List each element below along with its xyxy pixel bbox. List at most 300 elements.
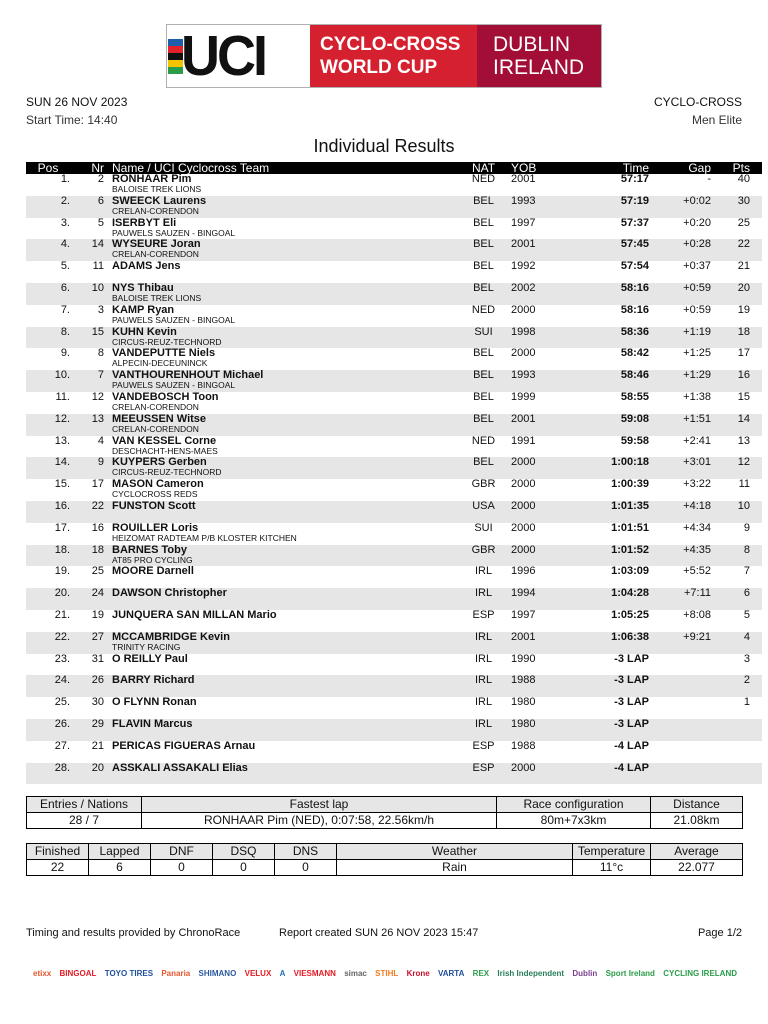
points-cell: 30 (711, 196, 762, 218)
rider-cell (104, 545, 456, 567)
year-of-birth-cell: 1980 (511, 719, 561, 741)
year-of-birth-cell: 1993 (511, 370, 561, 392)
time-cell: 1:04:28 (561, 588, 649, 610)
position-cell: 5. (60, 260, 70, 273)
result-row (26, 675, 762, 697)
points-cell: 2 (711, 675, 762, 697)
points-cell: 12 (711, 457, 762, 479)
nationality-cell: IRL (474, 652, 493, 665)
points-cell: 21 (737, 260, 750, 273)
rider-cell (104, 305, 456, 327)
rider-cell (104, 174, 456, 196)
bib-number-cell: 14 (70, 239, 104, 261)
points-cell: 10 (711, 501, 762, 523)
event-name-line1: CYCLO-CROSS (320, 34, 461, 55)
bib-number-cell: 26 (70, 675, 104, 697)
bib-number-cell: 20 (70, 763, 104, 785)
finished-label: Finished (27, 844, 89, 860)
gap-cell: +1:51 (649, 414, 711, 436)
rider-name: JUNQUERA SAN MILLAN Mario (112, 608, 277, 621)
time-cell: 1:00:39 (611, 478, 649, 491)
rider-team: PAUWELS SAUZEN - BINGOAL (112, 314, 236, 325)
dsq-value: 0 (213, 860, 275, 876)
rider-cell (104, 196, 456, 218)
gap-cell: +3:22 (683, 478, 711, 491)
rider-name: MOORE Darnell (112, 565, 194, 578)
result-row (26, 370, 762, 392)
time-cell: 1:01:51 (611, 521, 649, 534)
start-time: Start Time: 14:40 (26, 113, 118, 127)
time-cell: -3 LAP (614, 652, 649, 665)
year-of-birth-cell: 2001 (511, 414, 561, 436)
col-yob: YOB (511, 162, 561, 174)
category: Men Elite (691, 113, 742, 127)
points-cell: 13 (737, 434, 750, 447)
rider-name: O REILLY Paul (112, 652, 188, 665)
lapped-value: 6 (89, 860, 151, 876)
bib-number-cell: 13 (70, 414, 104, 436)
nationality-cell: BEL (456, 457, 511, 479)
sponsor-logo: VIESMANN (293, 969, 336, 978)
results-body (26, 174, 762, 784)
gap-cell: +4:34 (683, 521, 711, 534)
rider-name: ASSKALI ASSAKALI Elias (112, 761, 248, 774)
sponsor-logo: Irish Independent (497, 969, 565, 978)
gap-cell: +1:38 (683, 390, 711, 403)
sponsor-logo: A (279, 969, 286, 978)
year-of-birth-cell: 1998 (511, 327, 561, 349)
dnf-label: DNF (151, 844, 213, 860)
race-date: SUN 26 NOV 2023 (26, 95, 128, 109)
nationality-cell: BEL (456, 196, 511, 218)
rider-name: MEEUSSEN Witse (112, 412, 207, 425)
points-cell (711, 719, 762, 741)
dns-label: DNS (275, 844, 337, 860)
rider-cell (104, 763, 456, 785)
rider-name: WYSEURE Joran (112, 238, 201, 251)
rider-team: CRELAN-CORENDON (112, 205, 199, 216)
rider-name: O FLYNN Ronan (112, 696, 197, 709)
year-of-birth-cell: 2000 (511, 545, 561, 567)
result-row (26, 218, 762, 240)
bib-number-cell: 5 (97, 216, 104, 229)
bib-number-cell: 16 (91, 521, 104, 534)
rider-cell (104, 457, 456, 479)
distance-label: Distance (651, 797, 743, 813)
rider-team: BALOISE TREK LIONS (112, 292, 202, 303)
position-cell: 13. (54, 434, 70, 447)
points-cell (711, 763, 762, 785)
event-city (477, 25, 601, 87)
rider-name: VANTHOURENHOUT Michael (112, 369, 264, 382)
result-row (26, 261, 762, 283)
time-cell: 58:36 (561, 327, 649, 349)
sponsor-logo: Dublin (572, 969, 598, 978)
results-table (26, 162, 762, 784)
summary-table-1 (26, 796, 743, 829)
rider-name: SWEECK Laurens (112, 194, 207, 207)
year-of-birth-cell: 2000 (511, 521, 536, 534)
rider-name: VANDEPUTTE Niels (112, 347, 216, 360)
temperature-value: 11°c (573, 860, 651, 876)
rider-team: PAUWELS SAUZEN - BINGOAL (112, 227, 236, 238)
year-of-birth-cell: 1988 (511, 675, 561, 697)
rider-cell (104, 327, 456, 349)
sponsor-logo: simac (344, 969, 367, 978)
rider-cell (104, 632, 456, 654)
position-cell: 15. (54, 478, 70, 491)
gap-cell: +1:19 (649, 327, 711, 349)
time-cell: -3 LAP (614, 696, 649, 709)
rider-team: CIRCUS-REUZ-TECHNORD (112, 336, 222, 347)
position-cell: 23. (54, 652, 70, 665)
rider-cell (104, 479, 456, 501)
bib-number-cell: 27 (70, 632, 104, 654)
time-cell: 57:17 (620, 173, 649, 185)
points-cell: 8 (711, 545, 762, 567)
position-cell: 6. (26, 283, 70, 305)
gap-cell: +0:20 (683, 216, 711, 229)
result-row (26, 174, 762, 196)
nationality-cell: NED (471, 434, 496, 447)
bib-number-cell: 7 (70, 370, 104, 392)
bib-number-cell: 3 (97, 303, 104, 316)
nationality-cell: BEL (473, 260, 494, 273)
time-cell: -3 LAP (561, 719, 649, 741)
result-row (26, 632, 762, 654)
nationality-cell: NED (471, 173, 496, 185)
time-cell: 58:16 (561, 283, 649, 305)
sponsor-logo: SHIMANO (198, 969, 237, 978)
dns-value: 0 (275, 860, 337, 876)
position-cell: 14. (26, 457, 70, 479)
bib-number-cell: 31 (91, 652, 104, 665)
time-cell: 1:03:09 (611, 565, 649, 578)
gap-cell (649, 763, 711, 785)
bib-number-cell: 4 (97, 434, 104, 447)
rider-name: ROUILLER Loris (112, 521, 199, 534)
gap-cell: +1:29 (649, 370, 711, 392)
position-cell: 17. (54, 521, 70, 534)
race-configuration-value: 80m+7x3km (497, 813, 651, 829)
result-row (26, 741, 762, 763)
nationality-cell: IRL (456, 675, 511, 697)
nationality-cell: SUI (474, 521, 493, 534)
points-cell: 25 (737, 216, 750, 229)
time-cell: 57:19 (561, 196, 649, 218)
rider-name: VANDEBOSCH Toon (112, 390, 219, 403)
bib-number-cell: 17 (91, 478, 104, 491)
points-cell: 15 (737, 390, 750, 403)
weather-label: Weather (337, 844, 573, 860)
time-cell: 57:45 (561, 239, 649, 261)
gap-cell: +0:59 (649, 283, 711, 305)
bib-number-cell: 15 (70, 327, 104, 349)
summary-table-2 (26, 843, 743, 876)
sponsor-logo: CYCLING IRELAND (663, 969, 737, 978)
fastest-lap-label: Fastest lap (142, 797, 497, 813)
nationality-cell: ESP (472, 608, 495, 621)
gap-cell (649, 741, 711, 763)
year-of-birth-cell: 1997 (511, 216, 536, 229)
nationality-cell: GBR (456, 545, 511, 567)
rider-cell (104, 588, 456, 610)
rider-cell (104, 654, 456, 676)
year-of-birth-cell: 2001 (511, 239, 561, 261)
nationality-cell: GBR (471, 478, 496, 491)
rider-cell (104, 675, 456, 697)
rider-cell (104, 523, 456, 545)
report-created: Report created SUN 26 NOV 2023 15:47 (279, 927, 479, 939)
bib-number-cell: 6 (70, 196, 104, 218)
position-cell: 22. (26, 632, 70, 654)
result-row (26, 436, 762, 458)
gap-cell: +0:37 (683, 260, 711, 273)
rider-team: CIRCUS-REUZ-TECHNORD (112, 467, 222, 478)
finished-value: 22 (27, 860, 89, 876)
bib-number-cell: 19 (91, 608, 104, 621)
nationality-cell: BEL (456, 370, 511, 392)
points-cell: 9 (743, 521, 750, 534)
event-city-line2: IRELAND (493, 56, 585, 79)
position-cell: 28. (26, 763, 70, 785)
bib-number-cell: 30 (91, 696, 104, 709)
position-cell: 16. (26, 501, 70, 523)
nationality-cell: IRL (456, 719, 511, 741)
distance-value: 21.08km (651, 813, 743, 829)
points-cell: 7 (743, 565, 750, 578)
sponsor-logo: VARTA (438, 969, 465, 978)
rider-team: AT85 PRO CYCLING (112, 554, 193, 565)
result-row (26, 457, 762, 479)
points-cell: 14 (711, 414, 762, 436)
year-of-birth-cell: 2000 (511, 457, 561, 479)
result-row (26, 523, 762, 545)
rider-team: CYCLOCROSS REDS (112, 489, 198, 500)
dsq-label: DSQ (213, 844, 275, 860)
time-cell: 1:06:38 (561, 632, 649, 654)
result-row (26, 697, 762, 719)
nationality-cell: BEL (456, 283, 511, 305)
rider-cell (104, 436, 456, 458)
position-cell: 24. (26, 675, 70, 697)
fastest-lap-value: RONHAAR Pim (NED), 0:07:58, 22.56km/h (142, 813, 497, 829)
time-cell: -3 LAP (561, 675, 649, 697)
year-of-birth-cell: 1991 (511, 434, 536, 447)
gap-cell: +4:18 (649, 501, 711, 523)
sponsor-logo: STIHL (375, 969, 399, 978)
time-cell: 58:55 (620, 390, 649, 403)
gap-cell: +5:52 (683, 565, 711, 578)
rider-name: RONHAAR Pim (112, 173, 192, 185)
sponsor-logo: TOYO TIRES (104, 969, 154, 978)
summary-1-value-row (27, 813, 743, 829)
year-of-birth-cell: 1990 (511, 652, 536, 665)
result-row (26, 414, 762, 436)
col-name: Name / UCI Cyclocross Team (104, 162, 456, 174)
result-row (26, 566, 762, 588)
year-of-birth-cell: 1997 (511, 608, 536, 621)
time-cell: 59:08 (561, 414, 649, 436)
bib-number-cell: 24 (70, 588, 104, 610)
points-cell: 6 (711, 588, 762, 610)
uci-logo (167, 25, 310, 87)
average-value: 22.077 (651, 860, 743, 876)
rider-cell (104, 392, 456, 414)
result-row (26, 305, 762, 327)
rider-name: FUNSTON Scott (112, 499, 196, 512)
time-cell: 58:42 (620, 347, 649, 360)
gap-cell: +3:01 (649, 457, 711, 479)
gap-cell: - (707, 173, 711, 185)
position-cell: 1. (60, 173, 70, 185)
year-of-birth-cell: 1980 (511, 696, 536, 709)
temperature-label: Temperature (573, 844, 651, 860)
rider-name: MCCAMBRIDGE Kevin (112, 630, 230, 643)
rider-name: ISERBYT Eli (112, 216, 177, 229)
result-row (26, 545, 762, 567)
uci-logo-text: UCI (181, 24, 265, 88)
rider-cell (104, 239, 456, 261)
nationality-cell: IRL (456, 632, 511, 654)
lapped-label: Lapped (89, 844, 151, 860)
year-of-birth-cell: 2001 (511, 632, 561, 654)
year-of-birth-cell: 2000 (511, 478, 536, 491)
time-cell: 58:16 (620, 303, 649, 316)
summary-2-value-row (27, 860, 743, 876)
col-time: Time (561, 162, 649, 174)
nationality-cell: BEL (473, 390, 494, 403)
points-cell: 5 (743, 608, 750, 621)
col-nat: NAT (456, 162, 511, 174)
summary-1-header-row (27, 797, 743, 813)
page-number: Page 1/2 (697, 927, 742, 939)
position-cell: 2. (26, 196, 70, 218)
nationality-cell: IRL (456, 588, 511, 610)
year-of-birth-cell: 1999 (511, 390, 536, 403)
summary-2-header-row (27, 844, 743, 860)
points-cell: 20 (711, 283, 762, 305)
result-row (26, 763, 762, 785)
col-pos: Pos (26, 162, 70, 174)
sponsor-logo: Krone (406, 969, 430, 978)
gap-cell (649, 697, 711, 719)
bib-number-cell: 29 (70, 719, 104, 741)
bib-number-cell: 9 (70, 457, 104, 479)
result-row (26, 392, 762, 414)
rider-name: ADAMS Jens (112, 260, 181, 273)
bib-number-cell: 25 (91, 565, 104, 578)
rider-team: HEIZOMAT RADTEAM P/B KLOSTER KITCHEN (112, 532, 297, 543)
col-nr: Nr (70, 162, 104, 174)
nationality-cell: BEL (456, 414, 511, 436)
points-cell: 11 (738, 478, 750, 491)
average-label: Average (651, 844, 743, 860)
gap-cell: +0:02 (649, 196, 711, 218)
time-cell: 57:54 (620, 260, 649, 273)
year-of-birth-cell: 1988 (511, 739, 536, 752)
time-cell: 58:46 (561, 370, 649, 392)
rider-cell (104, 348, 456, 370)
year-of-birth-cell: 2000 (511, 763, 561, 785)
nationality-cell: BEL (456, 239, 511, 261)
event-name (310, 25, 477, 87)
position-cell: 4. (26, 239, 70, 261)
race-configuration-label: Race configuration (497, 797, 651, 813)
rider-name: DAWSON Christopher (112, 587, 227, 600)
rider-name: KUYPERS Gerben (112, 456, 207, 469)
sponsor-logo: BINGOAL (59, 969, 97, 978)
year-of-birth-cell: 2001 (511, 173, 536, 185)
timing-credit: Timing and results provided by ChronoRace (26, 927, 241, 939)
points-cell: 17 (737, 347, 750, 360)
sponsor-logo: VELUX (244, 969, 272, 978)
year-of-birth-cell: 2002 (511, 283, 561, 305)
result-row (26, 196, 762, 218)
bib-number-cell: 11 (92, 260, 104, 273)
rider-cell (104, 610, 456, 632)
year-of-birth-cell: 1994 (511, 588, 561, 610)
rider-name: VAN KESSEL Corne (112, 434, 217, 447)
nationality-cell: USA (456, 501, 511, 523)
bib-number-cell: 2 (97, 173, 104, 185)
entries-nations-value: 28 / 7 (27, 813, 142, 829)
time-cell: 1:00:18 (561, 457, 649, 479)
year-of-birth-cell: 2000 (511, 347, 536, 360)
rider-cell (104, 741, 456, 763)
rider-team: PAUWELS SAUZEN - BINGOAL (112, 380, 236, 391)
sponsor-logo: Panaria (161, 969, 191, 978)
rider-team: CRELAN-CORENDON (112, 423, 199, 434)
position-cell: 26. (26, 719, 70, 741)
page-title: Individual Results (313, 136, 455, 156)
nationality-cell: IRL (474, 696, 493, 709)
position-cell: 10. (26, 370, 70, 392)
rider-cell (104, 261, 456, 283)
event-name-line2: WORLD CUP (320, 57, 438, 78)
position-cell: 12. (26, 414, 70, 436)
sponsor-logo: etixx (33, 969, 52, 978)
rider-cell (104, 566, 456, 588)
bib-number-cell: 21 (91, 739, 104, 752)
rider-team: CRELAN-CORENDON (112, 401, 199, 412)
rider-cell (104, 283, 456, 305)
event-banner (166, 24, 602, 88)
points-cell: 3 (743, 652, 750, 665)
points-cell: 19 (737, 303, 750, 316)
points-cell: 40 (737, 173, 750, 185)
nationality-cell: BEL (473, 347, 494, 360)
bib-number-cell: 12 (91, 390, 104, 403)
position-cell: 18. (26, 545, 70, 567)
gap-cell (649, 654, 711, 676)
time-cell: -4 LAP (561, 763, 649, 785)
position-cell: 21. (54, 608, 70, 621)
nationality-cell: SUI (456, 327, 511, 349)
gap-cell: +4:35 (649, 545, 711, 567)
nationality-cell: IRL (474, 565, 493, 578)
result-row (26, 283, 762, 305)
bib-number-cell: 10 (70, 283, 104, 305)
position-cell: 7. (60, 303, 70, 316)
rider-name: PERICAS FIGUERAS Arnau (112, 739, 256, 752)
result-row (26, 348, 762, 370)
rider-cell (104, 719, 456, 741)
time-cell: -4 LAP (614, 739, 649, 752)
result-row (26, 654, 762, 676)
rider-cell (104, 370, 456, 392)
entries-nations-label: Entries / Nations (27, 797, 142, 813)
